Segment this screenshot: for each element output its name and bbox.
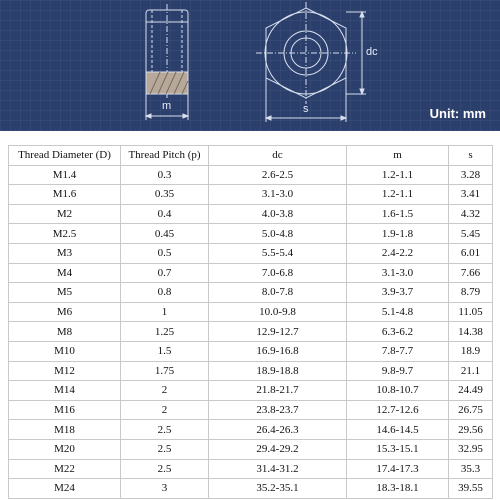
- cell-dc: 3.1-3.0: [209, 185, 347, 205]
- cell-thread-diameter: M2.5: [9, 224, 121, 244]
- cell-thread-diameter: M1.6: [9, 185, 121, 205]
- cell-thread-diameter: M3: [9, 243, 121, 263]
- drawing-banner: [0, 0, 500, 131]
- cell-m: 1.6-1.5: [347, 204, 449, 224]
- cell-s: 14.38: [449, 322, 493, 342]
- nut-section-hatch: [146, 72, 188, 94]
- dimension-dc-label: dc: [366, 46, 378, 58]
- cell-dc: 8.0-7.8: [209, 283, 347, 303]
- cell-thread-diameter: M24: [9, 479, 121, 499]
- table-row: [9, 341, 493, 361]
- table-row: [9, 381, 493, 401]
- cell-thread-pitch: 1.75: [121, 361, 209, 381]
- cell-thread-pitch: 0.5: [121, 243, 209, 263]
- cell-s: 35.3: [449, 459, 493, 479]
- cell-s: 6.01: [449, 243, 493, 263]
- table-row: [9, 165, 493, 185]
- spec-table-container: [8, 145, 492, 499]
- header-dc: dc: [209, 146, 347, 166]
- cell-dc: 7.0-6.8: [209, 263, 347, 283]
- cell-m: 10.8-10.7: [347, 381, 449, 401]
- cell-m: 1.2-1.1: [347, 185, 449, 205]
- table-row: [9, 459, 493, 479]
- table-body: [9, 165, 493, 498]
- nut-front-view: [256, 2, 356, 104]
- cell-dc: 18.9-18.8: [209, 361, 347, 381]
- cell-s: 4.32: [449, 204, 493, 224]
- cell-m: 2.4-2.2: [347, 243, 449, 263]
- cell-thread-pitch: 1.25: [121, 322, 209, 342]
- cell-s: 8.79: [449, 283, 493, 303]
- cell-dc: 10.0-9.8: [209, 302, 347, 322]
- cell-thread-diameter: M2: [9, 204, 121, 224]
- cell-m: 9.8-9.7: [347, 361, 449, 381]
- cell-s: 18.9: [449, 341, 493, 361]
- dimension-s-label: s: [303, 103, 309, 115]
- cell-thread-diameter: M1.4: [9, 165, 121, 185]
- table-row: [9, 263, 493, 283]
- header-m: m: [347, 146, 449, 166]
- cell-s: 3.28: [449, 165, 493, 185]
- cell-s: 21.1: [449, 361, 493, 381]
- cell-dc: 26.4-26.3: [209, 420, 347, 440]
- table-row: [9, 302, 493, 322]
- cell-thread-diameter: M5: [9, 283, 121, 303]
- cell-m: 1.2-1.1: [347, 165, 449, 185]
- cell-thread-pitch: 2.5: [121, 439, 209, 459]
- cell-s: 3.41: [449, 185, 493, 205]
- cell-m: 7.8-7.7: [347, 341, 449, 361]
- table-row: [9, 224, 493, 244]
- table-row: [9, 185, 493, 205]
- cell-dc: 5.5-5.4: [209, 243, 347, 263]
- cell-dc: 16.9-16.8: [209, 341, 347, 361]
- table-row: [9, 243, 493, 263]
- table-row: [9, 322, 493, 342]
- cell-m: 14.6-14.5: [347, 420, 449, 440]
- cell-thread-diameter: M20: [9, 439, 121, 459]
- table-row: [9, 204, 493, 224]
- cell-m: 3.1-3.0: [347, 263, 449, 283]
- cell-m: 15.3-15.1: [347, 439, 449, 459]
- cell-thread-diameter: M8: [9, 322, 121, 342]
- cell-thread-diameter: M10: [9, 341, 121, 361]
- cell-m: 5.1-4.8: [347, 302, 449, 322]
- cell-dc: 35.2-35.1: [209, 479, 347, 499]
- cell-dc: 23.8-23.7: [209, 400, 347, 420]
- cell-s: 7.66: [449, 263, 493, 283]
- cell-thread-pitch: 1: [121, 302, 209, 322]
- cell-thread-diameter: M18: [9, 420, 121, 440]
- header-thread-pitch: Thread Pitch (p): [121, 146, 209, 166]
- cell-s: 32.95: [449, 439, 493, 459]
- cell-dc: 12.9-12.7: [209, 322, 347, 342]
- cell-thread-pitch: 2.5: [121, 420, 209, 440]
- table-row: [9, 439, 493, 459]
- cell-thread-diameter: M12: [9, 361, 121, 381]
- cell-dc: 4.0-3.8: [209, 204, 347, 224]
- cell-thread-diameter: M22: [9, 459, 121, 479]
- cell-m: 6.3-6.2: [347, 322, 449, 342]
- cell-m: 17.4-17.3: [347, 459, 449, 479]
- cell-s: 26.75: [449, 400, 493, 420]
- cell-s: 29.56: [449, 420, 493, 440]
- table-header-row: [9, 146, 493, 166]
- nut-technical-drawing: [0, 0, 500, 131]
- unit-label: Unit: mm: [429, 106, 486, 121]
- table-row: [9, 361, 493, 381]
- cell-s: 24.49: [449, 381, 493, 401]
- table-row: [9, 479, 493, 499]
- cell-thread-pitch: 0.7: [121, 263, 209, 283]
- cell-thread-pitch: 2: [121, 381, 209, 401]
- cell-m: 1.9-1.8: [347, 224, 449, 244]
- cell-dc: 21.8-21.7: [209, 381, 347, 401]
- cell-m: 12.7-12.6: [347, 400, 449, 420]
- cell-thread-pitch: 3: [121, 479, 209, 499]
- cell-thread-pitch: 0.45: [121, 224, 209, 244]
- cell-thread-pitch: 0.35: [121, 185, 209, 205]
- cell-m: 3.9-3.7: [347, 283, 449, 303]
- cell-thread-pitch: 1.5: [121, 341, 209, 361]
- nut-spec-table: [8, 145, 493, 499]
- cell-dc: 5.0-4.8: [209, 224, 347, 244]
- cell-thread-pitch: 0.4: [121, 204, 209, 224]
- dimension-m-label: m: [162, 100, 172, 112]
- cell-thread-pitch: 0.8: [121, 283, 209, 303]
- header-thread-diameter: Thread Diameter (D): [9, 146, 121, 166]
- table-row: [9, 400, 493, 420]
- header-s: s: [449, 146, 493, 166]
- cell-thread-diameter: M14: [9, 381, 121, 401]
- cell-s: 11.05: [449, 302, 493, 322]
- cell-dc: 29.4-29.2: [209, 439, 347, 459]
- cell-dc: 31.4-31.2: [209, 459, 347, 479]
- cell-thread-pitch: 0.3: [121, 165, 209, 185]
- cell-thread-pitch: 2.5: [121, 459, 209, 479]
- table-row: [9, 283, 493, 303]
- table-row: [9, 420, 493, 440]
- cell-thread-diameter: M16: [9, 400, 121, 420]
- cell-s: 39.55: [449, 479, 493, 499]
- cell-m: 18.3-18.1: [347, 479, 449, 499]
- cell-thread-pitch: 2: [121, 400, 209, 420]
- cell-dc: 2.6-2.5: [209, 165, 347, 185]
- cell-thread-diameter: M4: [9, 263, 121, 283]
- cell-s: 5.45: [449, 224, 493, 244]
- cell-thread-diameter: M6: [9, 302, 121, 322]
